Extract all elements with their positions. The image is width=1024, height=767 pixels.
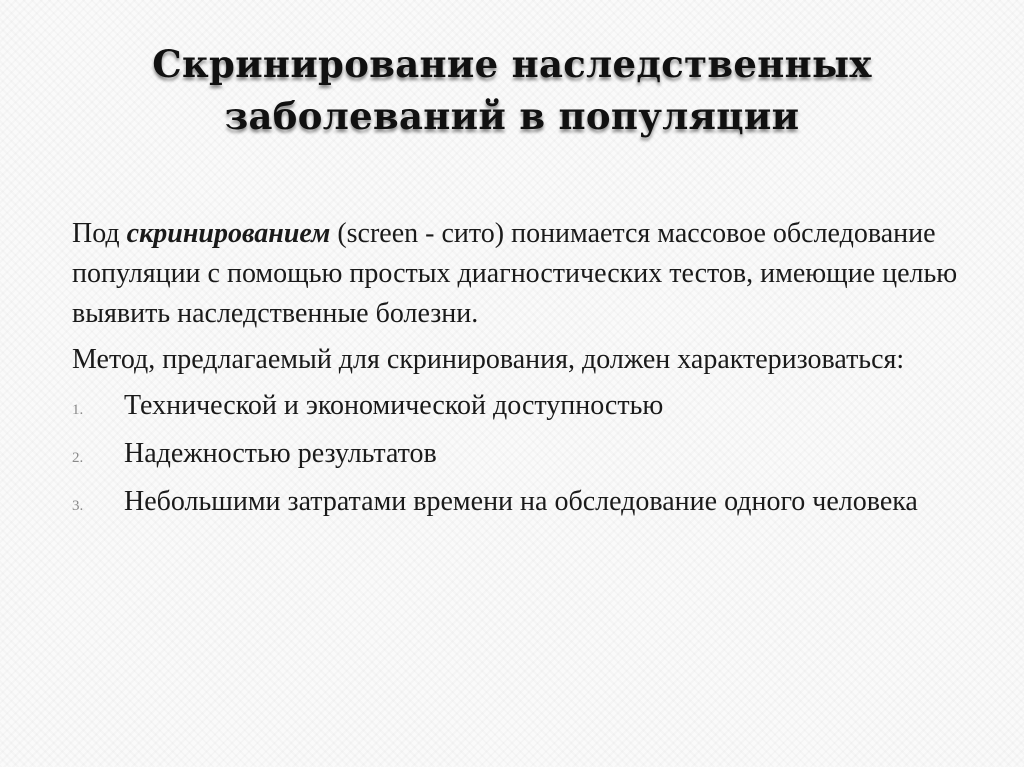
- list-item-text: Надежностью результатов: [124, 438, 437, 469]
- criteria-list: [72, 386, 972, 522]
- title-line-1: Скринирование наследственных: [152, 42, 872, 86]
- slide-body: [72, 214, 972, 530]
- method-paragraph: Метод, предлагаемый для скринирования, должен характеризоваться:: [72, 344, 905, 375]
- title-line-2: заболеваний в популяции: [224, 94, 800, 138]
- list-item: [72, 482, 972, 522]
- definition-text: (screen - сито) понимается массовое обследование популяции с помощью простых диагностических тестов, имеющие целью выявить наследственные болезни.: [72, 218, 958, 329]
- list-item: [72, 386, 972, 426]
- definition-paragraph: [72, 214, 972, 334]
- list-item-number: 1.: [72, 402, 84, 418]
- list-item-number: 2.: [72, 450, 84, 466]
- list-item-number: 3.: [72, 498, 84, 514]
- list-item-text: Технической и экономической доступностью: [124, 390, 664, 421]
- list-item-text: Небольшими затратами времени на обследование одного человека: [124, 486, 918, 517]
- definition-term: скринированием: [126, 218, 331, 249]
- definition-prefix: Под: [72, 218, 127, 249]
- slide-title: [0, 38, 1024, 142]
- list-item: [72, 434, 972, 474]
